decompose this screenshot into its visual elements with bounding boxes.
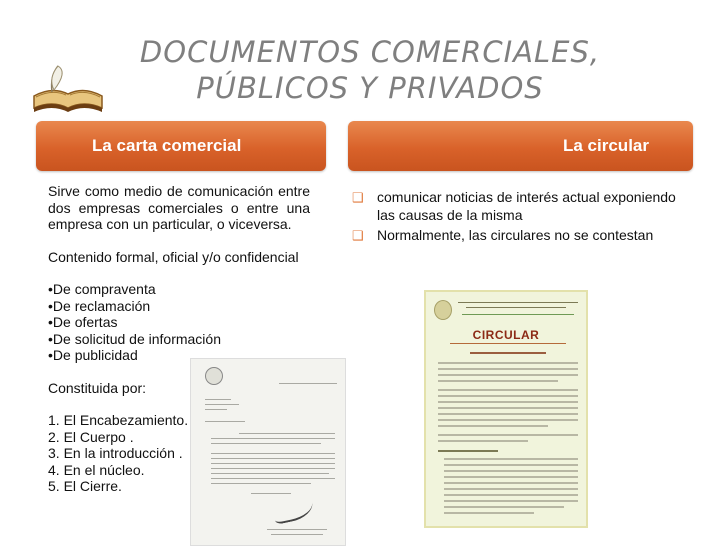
- part-item: 3. En la introducción .: [48, 445, 183, 461]
- circular-heading: CIRCULAR: [472, 328, 540, 342]
- part-item: 1. El Encabezamiento.: [48, 412, 189, 428]
- circular-bullet-text: comunicar noticias de interés actual exponiendo las causas de la misma: [377, 189, 676, 223]
- header-right-label: La circular: [563, 136, 649, 155]
- commercial-letter-image: [190, 358, 346, 546]
- header-left-label: La carta comercial: [92, 136, 242, 155]
- circular-bullets: [352, 188, 692, 246]
- content-type-text: Contenido formal, oficial y/o confidencial: [48, 248, 299, 265]
- circular-document-image: [424, 290, 588, 528]
- type-item: •De publicidad: [48, 347, 138, 363]
- title-line-1: DOCUMENTOS COMERCIALES,: [139, 35, 601, 69]
- type-item: •De ofertas: [48, 314, 118, 330]
- signature-mark: [271, 493, 315, 525]
- header-circular: [348, 121, 693, 171]
- slide-title: [90, 34, 650, 106]
- school-seal-icon: [434, 300, 452, 320]
- parts-heading: Constituida por:: [48, 379, 147, 396]
- circular-bullet-item: [352, 226, 692, 244]
- square-bullet-icon: ❑: [352, 228, 364, 243]
- circular-bullet-item: [352, 188, 692, 224]
- type-item: •De solicitud de información: [48, 330, 221, 347]
- header-carta-comercial: [36, 121, 326, 171]
- description-text: Sirve como medio de comunicación entre dos empresas comerciales o entre una empresa con un particular, o viceversa.: [48, 183, 310, 232]
- part-item: 2. El Cuerpo .: [48, 428, 134, 445]
- circular-bullet-text: Normalmente, las circulares no se contestan: [377, 227, 654, 243]
- part-item: 5. El Cierre.: [48, 478, 122, 494]
- type-item: •De reclamación: [48, 297, 151, 314]
- title-line-2: PÚBLICOS Y PRIVADOS: [196, 71, 544, 105]
- letterhead-seal-icon: [205, 367, 223, 385]
- type-item: •De compraventa: [48, 281, 156, 297]
- square-bullet-icon: ❑: [352, 190, 364, 205]
- part-item: 4. En el núcleo.: [48, 461, 145, 478]
